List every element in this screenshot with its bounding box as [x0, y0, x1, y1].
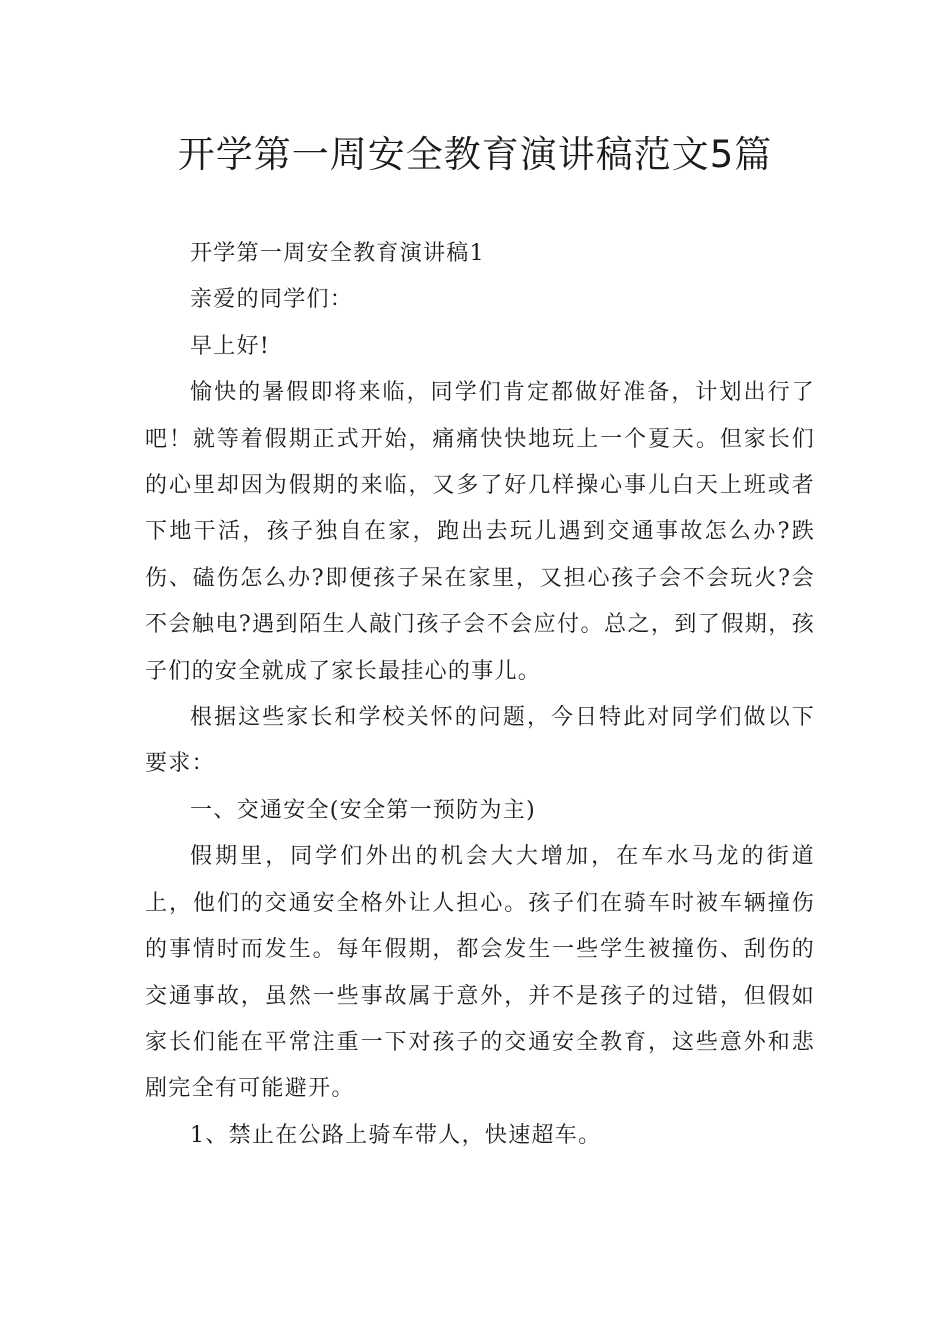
paragraph-speech-heading: 开学第一周安全教育演讲稿1 [190, 241, 485, 266]
paragraph-requirements: 根据这些家长和学校关怀的问题，今日特此对同学们做以下要求： [145, 705, 815, 777]
paragraph-salutation: 亲爱的同学们： [190, 287, 354, 313]
paragraph-traffic-safety: 假期里，同学们外出的机会大大增加，在车水马龙的街道上，他们的交通安全格外让人担心。孩子们在骑车时被车辆撞伤的事情时而发生。每年假期，都会发生一些学生被撞伤、刮伤的交通事故，虽然一些事故属于意外，并不是孩子的过错，但假如家长们能在平常注重一下对孩子的交通安全教育，这些意外和悲剧完全有可能避开。 [145, 844, 815, 1102]
document-title: 开学第一周安全教育演讲稿范文5篇 [177, 133, 773, 176]
paragraph-greeting: 早上好! [190, 333, 271, 359]
document-body [145, 231, 815, 1159]
section-heading-traffic-safety: 一、交通安全(安全第一预防为主) [190, 797, 536, 823]
list-item-rule-1: 1、禁止在公路上骑车带人，快速超车。 [190, 1122, 602, 1148]
paragraph-intro: 愉快的暑假即将来临，同学们肯定都做好准备，计划出行了吧！就等着假期正式开始，痛痛快快地玩上一个夏天。但家长们的心里却因为假期的来临，又多了好几样操心事儿白天上班或者下地干活，孩子独自在家，跑出去玩儿遇到交通事故怎么办?跌伤、磕伤怎么办?即便孩子呆在家里，又担心孩子会不会玩火?会不会触电?遇到陌生人敲门孩子会不会应付。总之，到了假期，孩子们的安全就成了家长最挂心的事儿。 [145, 380, 815, 684]
